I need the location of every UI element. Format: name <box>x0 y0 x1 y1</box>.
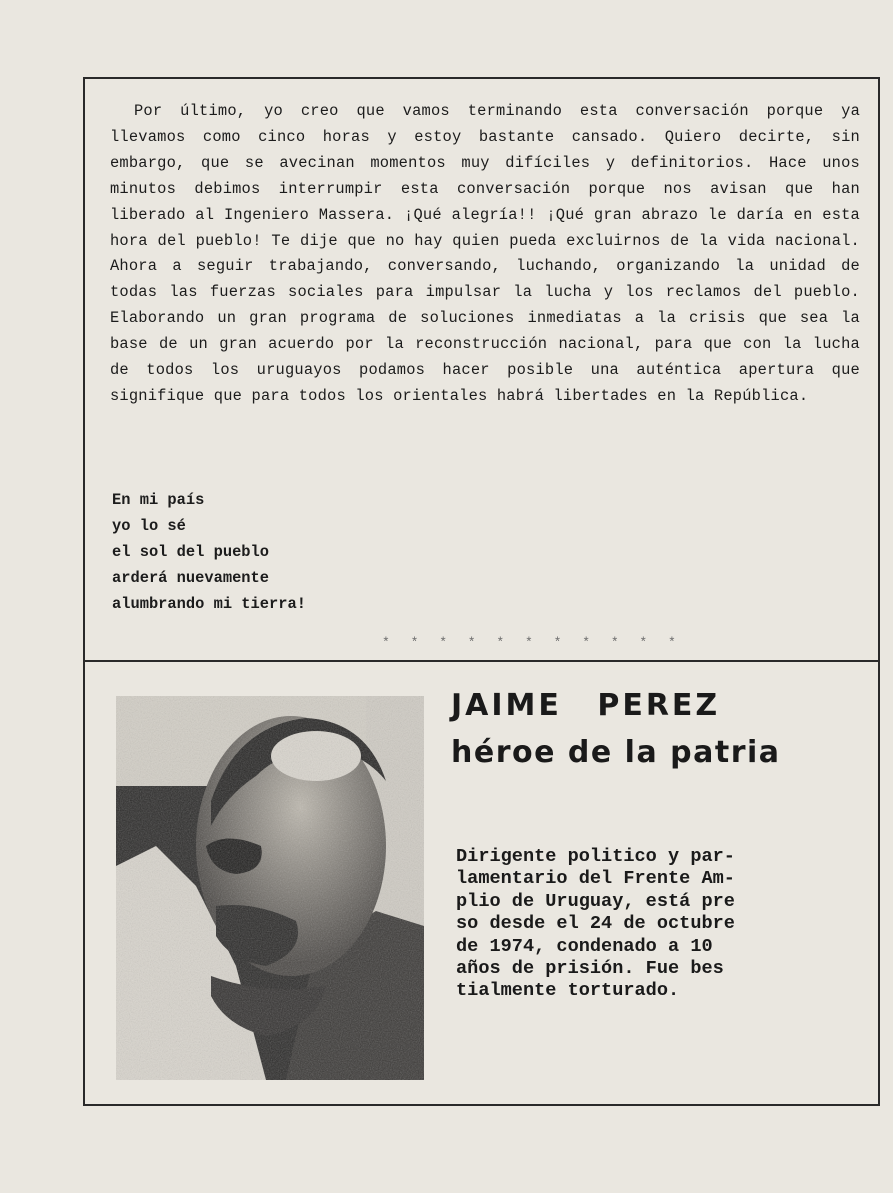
poem-line: arderá nuevamente <box>112 569 270 587</box>
interview-conclusion-section <box>85 79 878 663</box>
person-subtitle: héroe de la patria <box>451 735 781 770</box>
section-divider <box>85 660 878 662</box>
poem-line: el sol del pueblo <box>112 543 270 561</box>
portrait-photo <box>116 696 424 1080</box>
poem <box>112 487 306 617</box>
asterisk-separator: * * * * * * * * * * * <box>382 635 683 650</box>
bio-line: plio de Uruguay, está pre <box>456 890 735 912</box>
bio-line: de 1974, condenado a 10 <box>456 935 713 957</box>
biography-text <box>456 846 735 1003</box>
poem-line: En mi país <box>112 491 205 509</box>
article-frame <box>83 77 880 1106</box>
bio-line: so desde el 24 de octubre <box>456 913 735 935</box>
bio-line: años de prisión. Fue bes <box>456 958 724 980</box>
profile-section <box>85 663 878 1104</box>
poem-line: alumbrando mi tierra! <box>112 595 306 613</box>
person-name-heading: JAIME PEREZ <box>451 688 721 723</box>
bio-line: tialmente torturado. <box>456 980 680 1002</box>
bio-line: Dirigente politico y par- <box>456 846 735 867</box>
closing-paragraph-block <box>110 99 860 410</box>
poem-line: yo lo sé <box>112 517 186 535</box>
bio-line: lamentario del Frente Am- <box>456 868 735 890</box>
closing-paragraph: Por último, yo creo que vamos terminando esta conversación porque ya llevamos como cinco horas y estoy bastante cansado. Quiero decirte, sin embargo, que se avecinan momentos muy difíciles y definitorios. Hace unos minutos debimos interrumpir esta conversación porque nos avisan que han liberado al Ingeniero Massera. ¡Qué alegría!! ¡Qué gran abrazo le daría en esta hora del pueblo! Te dije que no hay quien pueda excluirnos de la vida nacional. Ahora a seguir trabajando, conversando, luchando, organizando la unidad de todas las fuerzas sociales para impulsar la lucha y los reclamos del pueblo. Elaborando un gran programa de soluciones inmediatas a la crisis que sea la base de un gran acuerdo por la reconstrucción nacional, para que con la lucha de todos los uruguayos podamos hacer posible una auténtica apertura que signifique que para todos los orientales habrá libertades en la República. <box>110 102 860 405</box>
